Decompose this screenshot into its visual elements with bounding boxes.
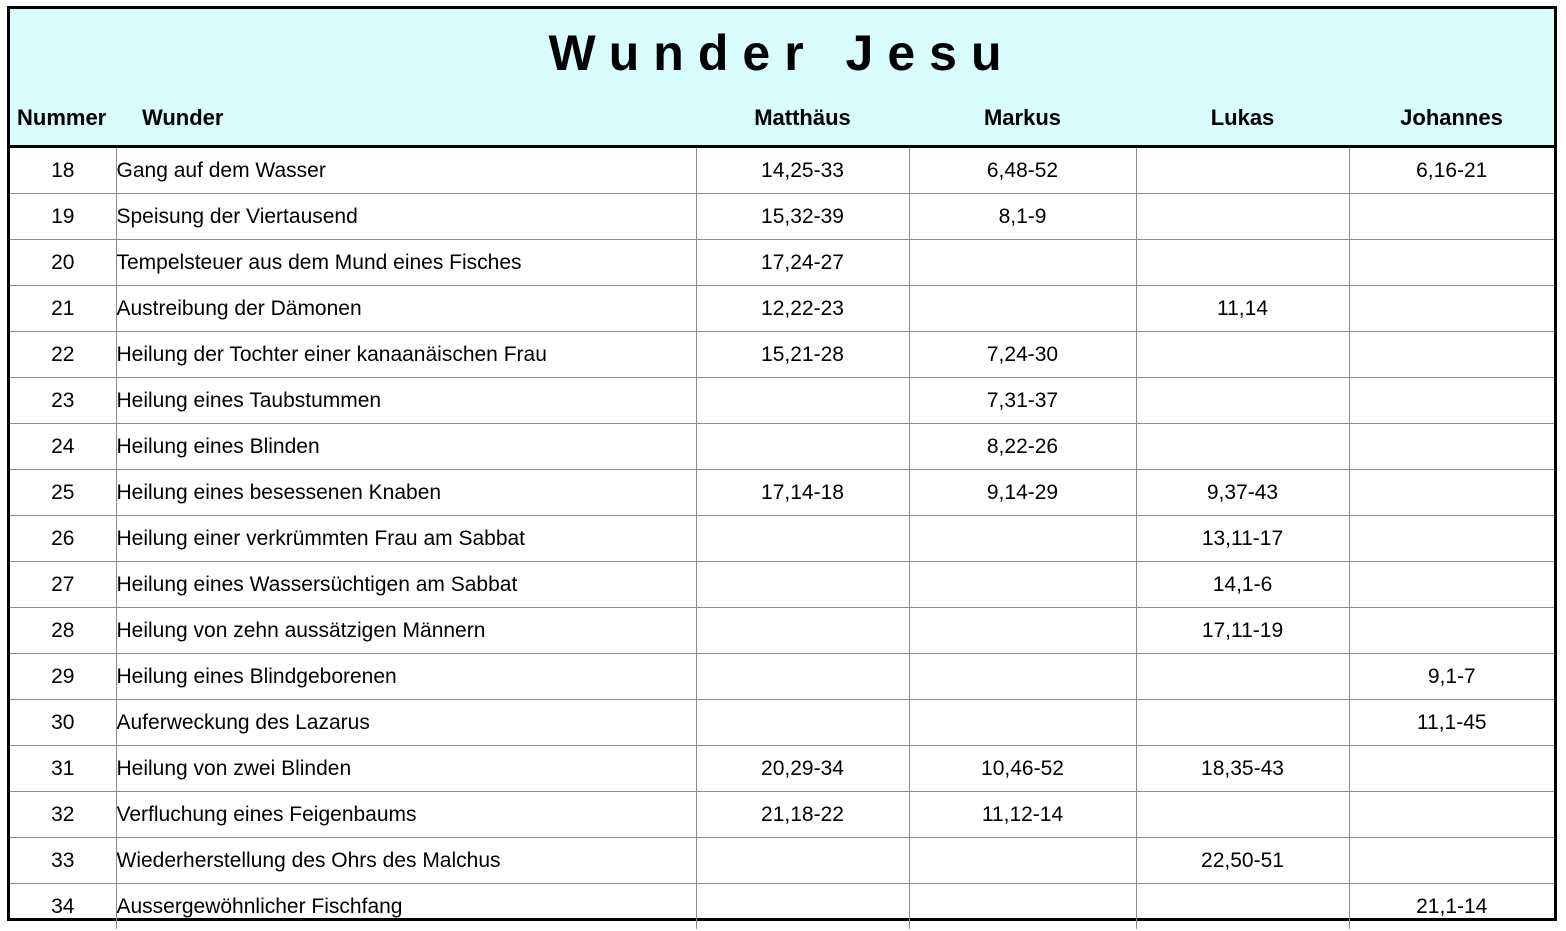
cell-wunder: Speisung der Viertausend	[116, 194, 696, 240]
cell-matthaeus: 15,21-28	[696, 332, 909, 378]
cell-johannes	[1349, 746, 1554, 792]
table-row	[10, 746, 1554, 792]
cell-markus	[909, 516, 1136, 562]
cell-wunder: Verfluchung eines Feigenbaums	[116, 792, 696, 838]
cell-nummer: 23	[10, 378, 116, 424]
cell-wunder: Heilung eines Blinden	[116, 424, 696, 470]
cell-lukas	[1136, 332, 1349, 378]
cell-lukas: 9,37-43	[1136, 470, 1349, 516]
cell-lukas	[1136, 654, 1349, 700]
cell-matthaeus	[696, 654, 909, 700]
cell-johannes	[1349, 194, 1554, 240]
cell-matthaeus	[696, 562, 909, 608]
cell-lukas	[1136, 700, 1349, 746]
cell-markus	[909, 240, 1136, 286]
cell-markus	[909, 700, 1136, 746]
table-row	[10, 838, 1554, 884]
table-row	[10, 424, 1554, 470]
cell-johannes	[1349, 378, 1554, 424]
cell-johannes	[1349, 286, 1554, 332]
cell-wunder: Gang auf dem Wasser	[116, 148, 696, 194]
cell-johannes	[1349, 516, 1554, 562]
cell-matthaeus	[696, 884, 909, 930]
table-row	[10, 286, 1554, 332]
table-row	[10, 378, 1554, 424]
table-row	[10, 194, 1554, 240]
cell-matthaeus	[696, 608, 909, 654]
cell-matthaeus	[696, 700, 909, 746]
cell-matthaeus: 17,24-27	[696, 240, 909, 286]
cell-markus: 10,46-52	[909, 746, 1136, 792]
cell-wunder: Heilung eines Taubstummen	[116, 378, 696, 424]
cell-wunder: Wiederherstellung des Ohrs des Malchus	[116, 838, 696, 884]
cell-nummer: 26	[10, 516, 116, 562]
cell-matthaeus	[696, 516, 909, 562]
column-header-johannes: Johannes	[1400, 105, 1503, 130]
cell-lukas: 14,1-6	[1136, 562, 1349, 608]
cell-lukas	[1136, 194, 1349, 240]
cell-nummer: 33	[10, 838, 116, 884]
cell-markus: 8,1-9	[909, 194, 1136, 240]
cell-johannes: 21,1-14	[1416, 894, 1488, 918]
cell-lukas	[1136, 148, 1349, 194]
cell-matthaeus	[696, 838, 909, 884]
cell-lukas: 18,35-43	[1136, 746, 1349, 792]
cell-nummer: 24	[10, 424, 116, 470]
cell-wunder: Aussergewöhnlicher Fischfang	[116, 884, 696, 930]
column-header-lukas: Lukas	[1210, 105, 1275, 130]
cell-markus	[909, 654, 1136, 700]
cell-markus: 7,31-37	[909, 378, 1136, 424]
cell-markus: 6,48-52	[909, 148, 1136, 194]
cell-wunder: Austreibung der Dämonen	[116, 286, 696, 332]
cell-nummer: 34	[10, 884, 116, 930]
cell-johannes: 6,16-21	[1349, 148, 1554, 194]
table-body	[10, 148, 1554, 929]
cell-nummer: 18	[10, 148, 116, 194]
cell-markus	[909, 884, 1136, 930]
table-row	[10, 562, 1554, 608]
cell-markus	[909, 608, 1136, 654]
table-row	[10, 240, 1554, 286]
table-row	[10, 470, 1554, 516]
miracles-table	[7, 6, 1557, 921]
cell-johannes	[1349, 240, 1554, 286]
cell-wunder: Tempelsteuer aus dem Mund eines Fisches	[116, 240, 696, 286]
cell-johannes: 9,1-7	[1349, 654, 1554, 700]
cell-nummer: 28	[10, 608, 116, 654]
table-row	[10, 148, 1554, 194]
cell-lukas: 22,50-51	[1136, 838, 1349, 884]
cell-lukas	[1136, 424, 1349, 470]
cell-matthaeus: 17,14-18	[696, 470, 909, 516]
cell-wunder: Heilung von zwei Blinden	[116, 746, 696, 792]
cell-wunder: Heilung eines Blindgeborenen	[116, 654, 696, 700]
cell-markus	[909, 562, 1136, 608]
cell-lukas	[1136, 378, 1349, 424]
table-row	[10, 332, 1554, 378]
cell-lukas: 13,11-17	[1136, 516, 1349, 562]
cell-wunder: Heilung von zehn aussätzigen Männern	[116, 608, 696, 654]
cell-markus: 9,14-29	[909, 470, 1136, 516]
table-row	[10, 700, 1554, 746]
cell-markus: 8,22-26	[909, 424, 1136, 470]
column-header-matthaeus: Matthäus	[754, 105, 851, 130]
column-header-nummer: Nummer	[17, 105, 107, 130]
cell-nummer: 29	[10, 654, 116, 700]
page-title: Wunder Jesu	[548, 25, 1016, 81]
cell-matthaeus: 20,29-34	[696, 746, 909, 792]
cell-lukas	[1136, 240, 1349, 286]
cell-johannes: 11,1-45	[1349, 700, 1554, 746]
cell-markus: 7,24-30	[909, 332, 1136, 378]
column-header-wunder: Wunder	[142, 105, 224, 130]
cell-markus	[909, 286, 1136, 332]
table-row	[10, 792, 1554, 838]
cell-lukas	[1136, 792, 1349, 838]
cell-wunder: Heilung eines besessenen Knaben	[116, 470, 696, 516]
cell-lukas: 17,11-19	[1136, 608, 1349, 654]
cell-nummer: 31	[10, 746, 116, 792]
cell-matthaeus: 21,18-22	[696, 792, 909, 838]
cell-nummer: 21	[10, 286, 116, 332]
cell-wunder: Auferweckung des Lazarus	[116, 700, 696, 746]
cell-markus: 11,12-14	[909, 792, 1136, 838]
cell-johannes	[1349, 562, 1554, 608]
table-row	[10, 884, 1554, 930]
column-header-markus: Markus	[983, 105, 1062, 130]
cell-johannes	[1349, 424, 1554, 470]
cell-johannes	[1349, 332, 1554, 378]
cell-wunder: Heilung der Tochter einer kanaanäischen Frau	[116, 332, 696, 378]
cell-johannes	[1349, 838, 1554, 884]
cell-johannes	[1349, 470, 1554, 516]
table-row	[10, 608, 1554, 654]
table-header	[10, 9, 1554, 145]
cell-johannes	[1349, 608, 1554, 654]
cell-wunder: Heilung eines Wassersüchtigen am Sabbat	[116, 562, 696, 608]
table-row	[10, 516, 1554, 562]
cell-lukas: 11,14	[1136, 286, 1349, 332]
cell-matthaeus	[696, 378, 909, 424]
cell-markus	[909, 838, 1136, 884]
cell-matthaeus: 15,32-39	[696, 194, 909, 240]
cell-nummer: 22	[10, 332, 116, 378]
cell-matthaeus: 14,25-33	[696, 148, 909, 194]
cell-johannes	[1349, 792, 1554, 838]
cell-nummer: 32	[10, 792, 116, 838]
cell-matthaeus: 12,22-23	[696, 286, 909, 332]
cell-wunder: Heilung einer verkrümmten Frau am Sabbat	[116, 516, 696, 562]
cell-nummer: 27	[10, 562, 116, 608]
table-row	[10, 654, 1554, 700]
cell-nummer: 19	[10, 194, 116, 240]
cell-nummer: 25	[10, 470, 116, 516]
cell-nummer: 20	[10, 240, 116, 286]
cell-nummer: 30	[10, 700, 116, 746]
cell-lukas	[1136, 884, 1349, 930]
cell-matthaeus	[696, 424, 909, 470]
